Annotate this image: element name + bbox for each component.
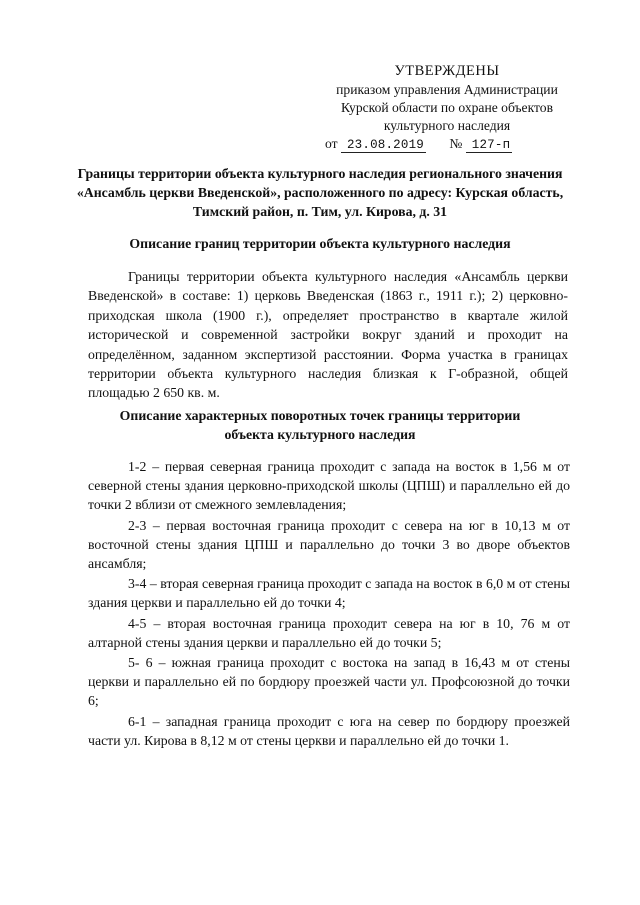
section-heading-points: Описание характерных поворотных точек границы территории объекта культурного наследия <box>119 408 521 442</box>
boundary-point-item: 3-4 – вторая северная граница проходит с запада на восток в 6,0 м от стены здания церкви и параллельно ей до точки 4; <box>88 576 570 611</box>
approval-stamp-block <box>322 62 572 154</box>
approval-line: культурного наследия <box>383 118 511 133</box>
approval-date: 23.08.2019 <box>341 138 426 153</box>
boundary-point-item: 2-3 – первая восточная граница проходит с севера на юг в 10,13 м от восточной стены здания ЦПШ и параллельно до точки 3 во дворе объектов ансамбля; <box>88 517 570 572</box>
approval-line: Курской области по охране объектов <box>341 100 553 115</box>
number-prefix: № <box>449 136 463 151</box>
boundary-point-item: 5- 6 – южная граница проходит с востока на запад в 16,43 м от стены церкви и параллельно ей по бордюру проезжей части ул. Профсоюзной до точки 6; <box>88 655 570 709</box>
boundary-point-item: 1-2 – первая северная граница проходит с запада на восток в 1,56 м от северной стены здания церковно-приходской школы (ЦПШ) и параллельно ей до точки 2 вблизи от смежного землевладения; <box>88 459 570 513</box>
approval-number: 127-п <box>466 138 513 153</box>
approval-line: приказом управления Администрации <box>336 82 558 97</box>
boundary-point-item: 6-1 – западная граница проходит с юга на север по бордюру проезжей части ул. Кирова в 8,12 м от стены церкви и параллельно ей до точки 1. <box>88 713 570 748</box>
boundary-point-item: 4-5 – вторая восточная граница проходит севера на юг в 10, 76 м от алтарной стены здания церкви и параллельно ей до точки 5; <box>88 615 570 650</box>
intro-paragraph: Границы территории объекта культурного наследия «Ансамбль церкви Введенской» в составе: 1) церковь Введенская (1863 г., 1911 г.); 2) церковно-приходская школа (1900 г.), определяет пространство в квартале жилой исторической и современной застройки вокруг зданий и проходит на определённом, заданном экспертизой расстоянии. Форма участка в границах территории объекта культурного наследия близкая к Г-образной, общей площадью 2 650 кв. м. <box>88 269 568 401</box>
section-heading-boundaries: Описание границ территории объекта культурного наследия <box>129 236 511 251</box>
boundary-points-list <box>88 457 570 751</box>
document-title: Границы территории объекта культурного наследия регионального значения «Ансамбль церкви Введенской», расположенного по адресу: Курская область, Тимский район, п. Тим, ул. Кирова, д. 31 <box>76 166 564 219</box>
approval-heading: УТВЕРЖДЕНЫ <box>394 63 500 79</box>
date-prefix: от <box>325 136 338 151</box>
approval-date-line <box>322 135 572 154</box>
